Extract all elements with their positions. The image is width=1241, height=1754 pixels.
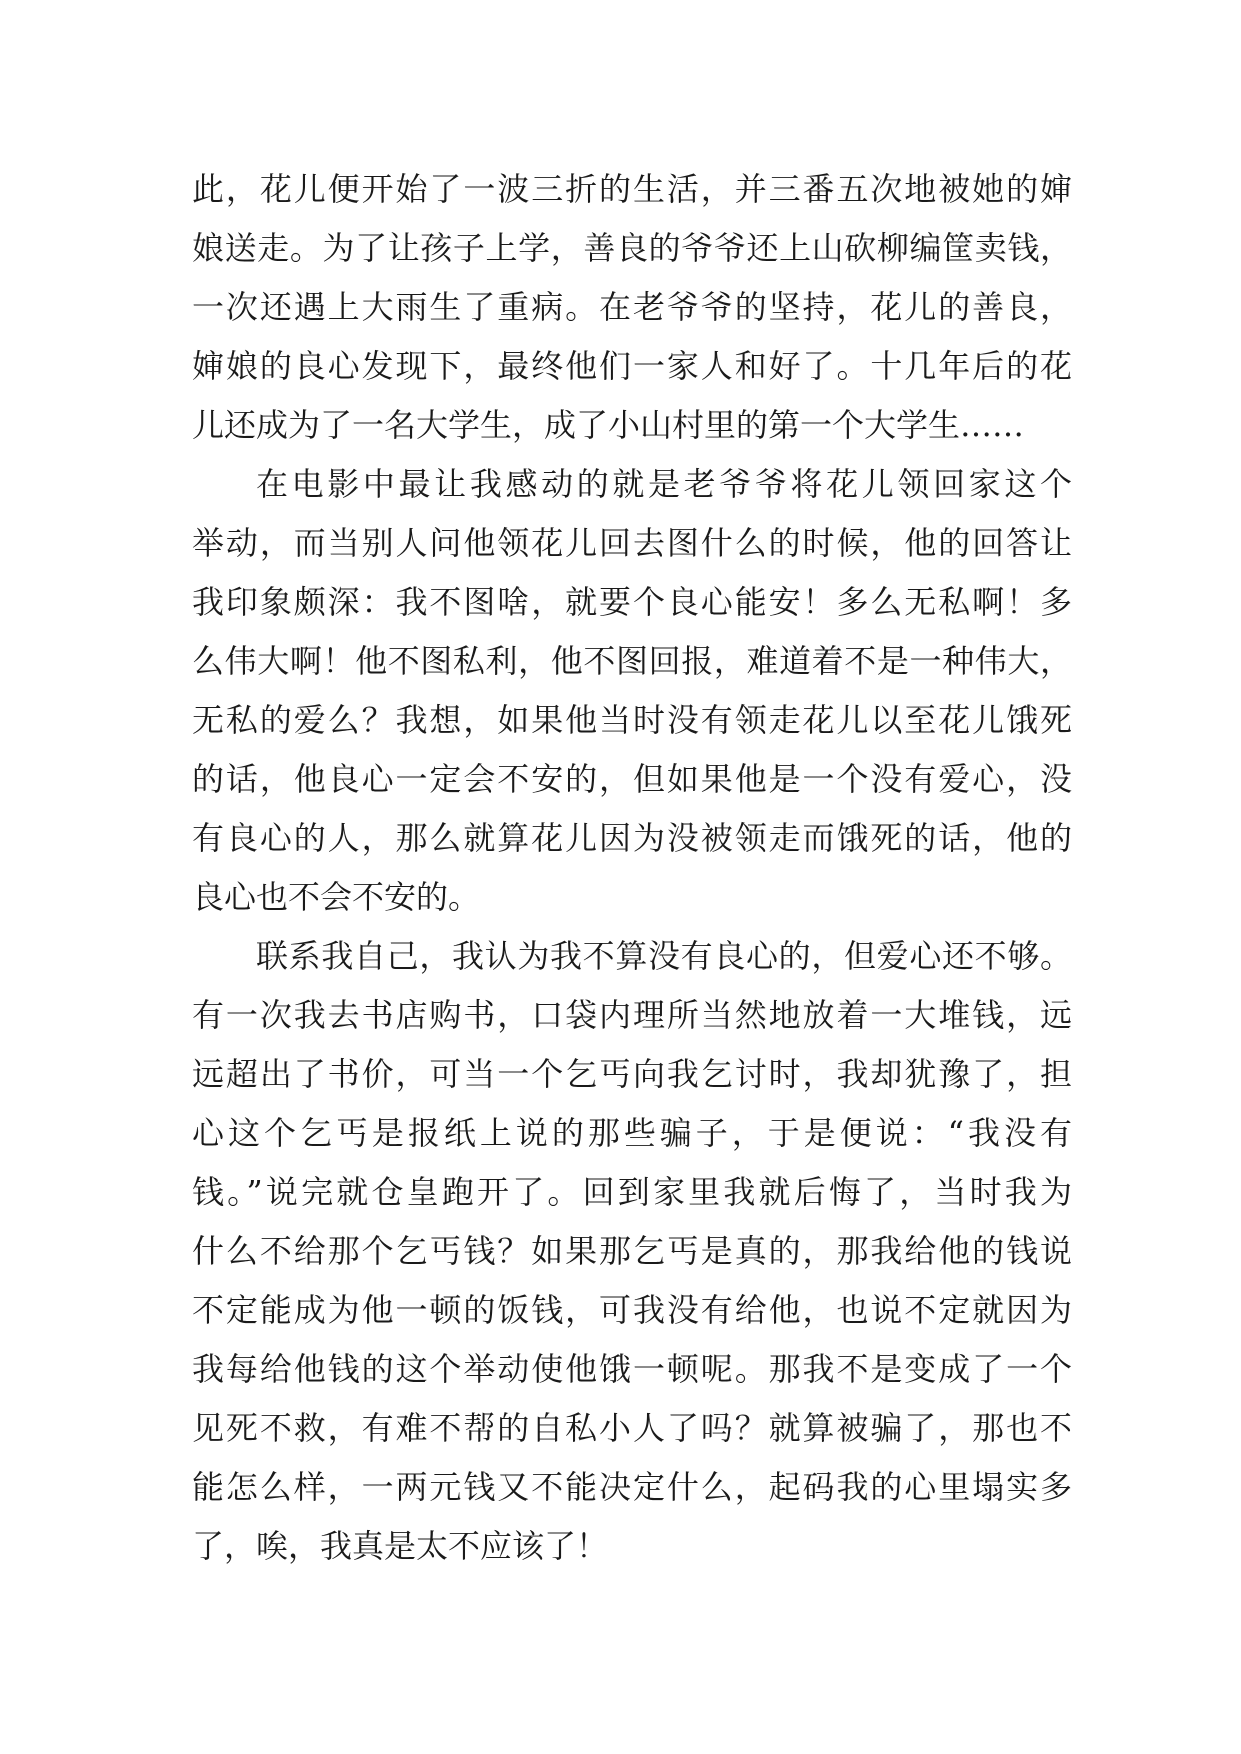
text-line: 什么不给那个乞丐钱？如果那乞丐是真的，那我给他的钱说 — [192, 1232, 1072, 1270]
text-line: 在电影中最让我感动的就是老爷爷将花儿领回家这个 — [256, 465, 1072, 503]
text-line: 一次还遇上大雨生了重病。在老爷爷的坚持，花儿的善良， — [192, 288, 1072, 326]
text-line: 儿还成为了一名大学生，成了小山村里的第一个大学生…… — [192, 406, 1025, 444]
text-line: 么伟大啊！他不图私利，他不图回报，难道着不是一种伟大， — [192, 642, 1072, 680]
text-line: 有一次我去书店购书，口袋内理所当然地放着一大堆钱，远 — [192, 996, 1072, 1034]
paragraph-3 — [192, 927, 1072, 1576]
text-line: 的话，他良心一定会不安的，但如果他是一个没有爱心，没 — [192, 760, 1072, 798]
text-line: 举动，而当别人问他领花儿回去图什么的时候，他的回答让 — [192, 524, 1072, 562]
text-line: 此，花儿便开始了一波三折的生活，并三番五次地被她的婶 — [192, 170, 1072, 208]
text-line: 联系我自己，我认为我不算没有良心的，但爱心还不够。 — [256, 937, 1072, 975]
body-text — [192, 160, 1072, 1576]
text-line: 我每给他钱的这个举动使他饿一顿呢。那我不是变成了一个 — [192, 1350, 1072, 1388]
paragraph-2 — [192, 455, 1072, 927]
text-line: 不定能成为他一顿的饭钱，可我没有给他，也说不定就因为 — [192, 1291, 1072, 1329]
text-line: 远超出了书价，可当一个乞丐向我乞讨时，我却犹豫了，担 — [192, 1055, 1072, 1093]
text-line: 能怎么样，一两元钱又不能决定什么，起码我的心里塌实多 — [192, 1468, 1072, 1506]
text-line: 婶娘的良心发现下，最终他们一家人和好了。十几年后的花 — [192, 347, 1072, 385]
paragraph-1 — [192, 160, 1072, 455]
text-line: 有良心的人，那么就算花儿因为没被领走而饿死的话，他的 — [192, 819, 1072, 857]
text-line: 我印象颇深：我不图啥，就要个良心能安！多么无私啊！多 — [192, 583, 1072, 621]
text-line: 了，唉，我真是太不应该了！ — [192, 1527, 609, 1565]
text-line: 心这个乞丐是报纸上说的那些骗子，于是便说：“我没有 — [192, 1114, 1072, 1152]
text-line: 见死不救，有难不帮的自私小人了吗？就算被骗了，那也不 — [192, 1409, 1072, 1447]
text-line: 娘送走。为了让孩子上学，善良的爷爷还上山砍柳编筐卖钱， — [192, 229, 1072, 267]
text-line: 无私的爱么？我想，如果他当时没有领走花儿以至花儿饿死 — [192, 701, 1072, 739]
text-line: 良心也不会不安的。 — [192, 878, 481, 916]
text-line: 钱。”说完就仓皇跑开了。回到家里我就后悔了，当时我为 — [192, 1173, 1072, 1211]
